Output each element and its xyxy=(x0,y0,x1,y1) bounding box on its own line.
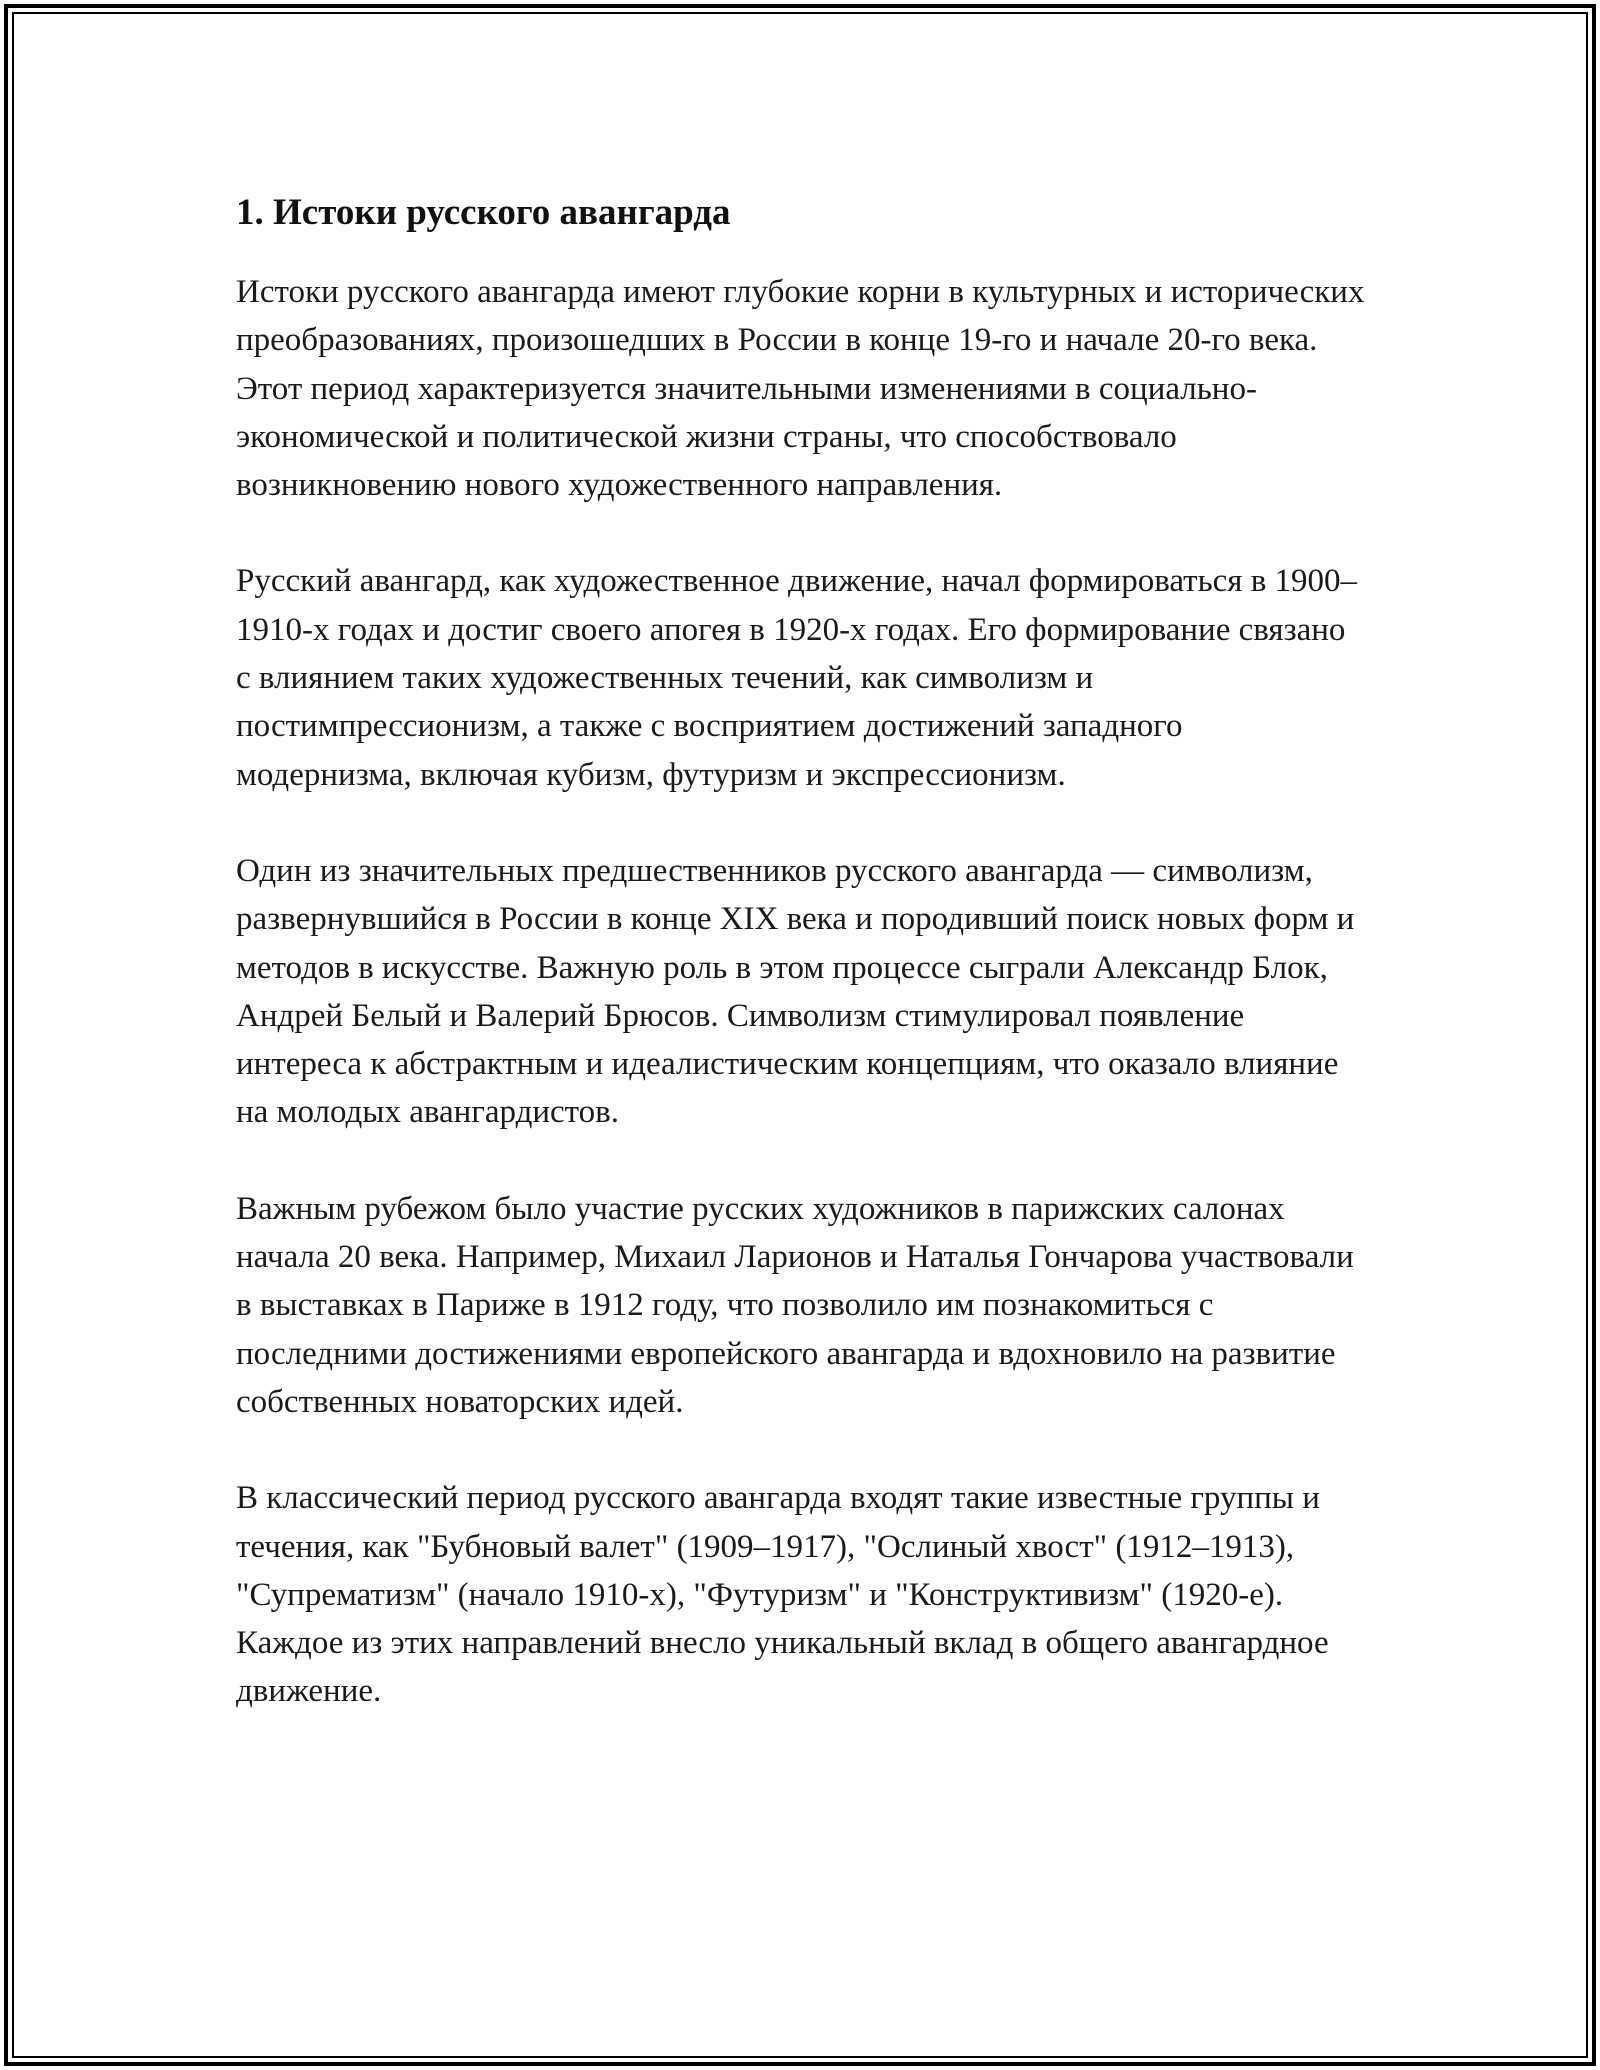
document-page xyxy=(236,184,1366,1716)
paragraph-origins: Истоки русского авангарда имеют глубокие корни в культурных и исторических преобразованиях, произошедших в России в конце 19-го и начале 20-го века. Этот период характеризуется значительными изменениями в социально-экономической и политической жизни страны, что способствовало возникновению нового художественного направления. xyxy=(236,274,1365,504)
section-title: 1. Истоки русского авангарда xyxy=(236,192,731,233)
paragraph-classic-period: В классический период русского авангарда входят такие известные группы и течения, как "Бубновый валет" (1909–1917), "Ослиный хвост" (1912–1913), "Супрематизм" (начало 1910-х), "Футуризм" и "Конструктивизм" (1920-е). Каждое из этих направлений внесло уникальный вклад в общего авангардное движение. xyxy=(236,1480,1329,1710)
paragraph-paris-salons: Важным рубежом было участие русских художников в парижских салонах начала 20 века. Например, Михаил Ларионов и Наталья Гончарова участвовали в выставках в Париже в 1912 году, что позволило им познакомиться с последними достижениями европейского авангарда и вдохновило на развитие собственных новаторских идей. xyxy=(236,1190,1354,1420)
paragraph-formation: Русский авангард, как художественное движение, начал формироваться в 1900–1910-х годах и достиг своего апогея в 1920-х годах. Его формирование связано с влиянием таких художественных течений, как символизм и постимпрессионизм, а также с восприятием достижений западного модернизма, включая кубизм, футуризм и экспрессионизм. xyxy=(236,563,1358,793)
paragraph-symbolism: Один из значительных предшественников русского авангарда — символизм, развернувшийся в России в конце XIX века и породивший поиск новых форм и методов в искусстве. Важную роль в этом процессе сыграли Александр Блок, Андрей Белый и Валерий Брюсов. Символизм стимулировал появление интереса к абстрактным и идеалистическим концепциям, что оказало влияние на молодых авангардистов. xyxy=(236,852,1355,1131)
